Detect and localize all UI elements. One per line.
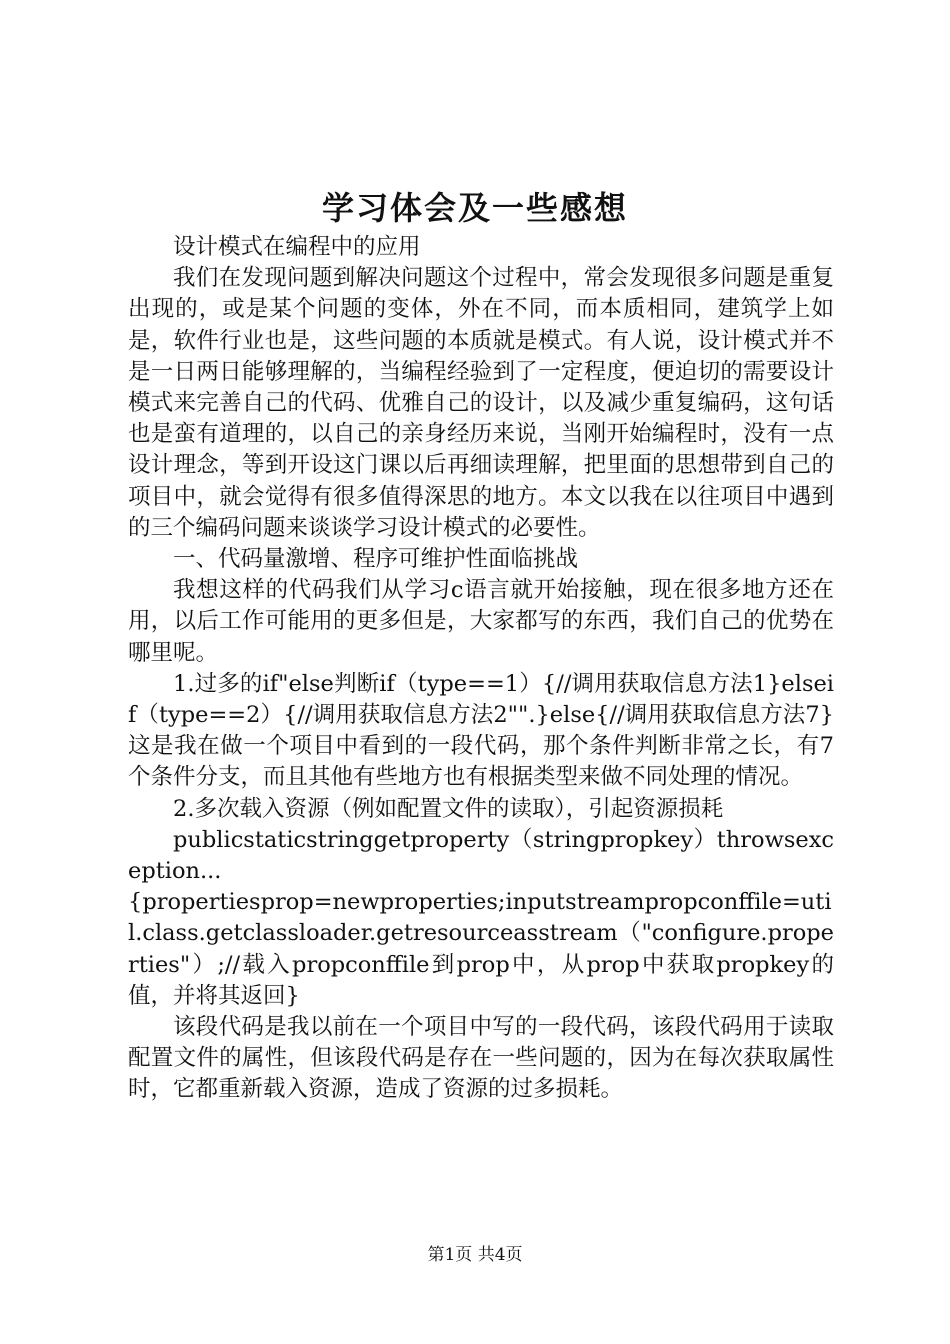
page-number-footer: 第1页 共4页: [427, 1245, 523, 1265]
document-body: [128, 232, 834, 1106]
code-body-block: {propertiesprop=newproperties;inputstreampropconffile=util.class.getclassloader.getresourceasstream（"configure.properties"）;//载入propconffile到prop中，从prop中获取propkey的值，并将其返回}: [128, 889, 834, 1009]
item-2-heading: 2.多次载入资源（例如配置文件的读取），引起资源损耗: [173, 795, 724, 822]
section-subtitle: 设计模式在编程中的应用: [173, 234, 421, 260]
section-heading-1: 一、代码量激增、程序可维护性面临挑战: [173, 546, 579, 573]
item-1-paragraph: 1.过多的if"else判断if（type==1）{//调用获取信息方法1}elseif（type==2）{//调用获取信息方法2"".}else{//调用获取信息方法7}这是我在做一个项目中看到的一段代码，那个条件判断非常之长，有7个条件分支，而且其他有些地方也有根据类型来做不同处理的情况。: [128, 670, 834, 791]
document-title: 学习体会及一些感想: [321, 189, 628, 227]
intro-paragraph: 我们在发现问题到解决问题这个过程中，常会发现很多问题是重复出现的，或是某个问题的变体，外在不同，而本质相同，建筑学上如是，软件行业也是，这些问题的本质就是模式。有人说，设计模式并不是一日两日能够理解的，当编程经验到了一定程度，便迫切的需要设计模式来完善自己的代码、优雅自己的设计，以及减少重复编码，这句话也是蛮有道理的，以自己的亲身经历来说，当刚开始编程时，没有一点设计理念，等到开设这门课以后再细读理解，把里面的思想带到自己的项目中，就会觉得有很多值得深思的地方。本文以我在以往项目中遇到的三个编码问题来谈谈学习设计模式的必要性。: [128, 265, 834, 541]
explanation-paragraph: 该段代码是我以前在一个项目中写的一段代码，该段代码用于读取配置文件的属性，但该段代码是存在一些问题的，因为在每次获取属性时，它都重新载入资源，造成了资源的过多损耗。: [128, 1014, 834, 1103]
body-paragraph: 我想这样的代码我们从学习c语言就开始接触，现在很多地方还在用，以后工作可能用的更多但是，大家都写的东西，我们自己的优势在哪里呢。: [128, 577, 834, 666]
code-signature-line: publicstaticstringgetproperty（stringpropkey）throwsexception...: [128, 826, 834, 885]
